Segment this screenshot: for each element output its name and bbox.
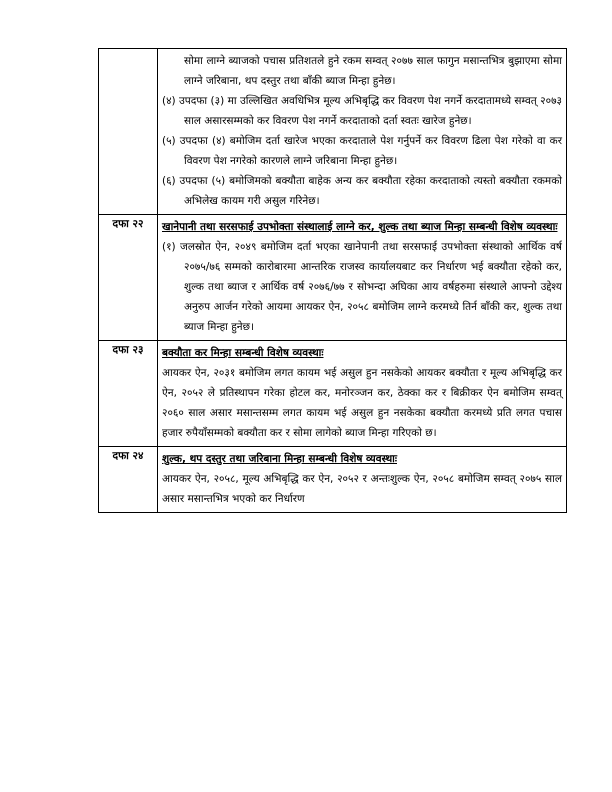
table-row [99,49,567,215]
law-table [98,48,567,513]
paragraph: (४) उपदफा (३) मा उल्लिखित अवधिभित्र मूल्य अभिबृद्धि कर विवरण पेश नगर्ने करदातामध्ये सम्वत् २०७३ साल असारसम्मको कर विवरण पेश नगर्ने करदाताको दर्ता स्वतः खारेज हुनेछ। [162,95,562,127]
section-label: दफा २४ [99,447,158,513]
paragraph: (५) उपदफा (४) बमोजिम दर्ता खारेज भएका करदाताले पेश गर्नुपर्ने कर विवरण ढिला पेश गरेको वा कर विवरण पेश नगरेको कारणले लाग्ने जरिबाना मिन्हा हुनेछ। [162,135,562,167]
table-row [99,447,567,513]
paragraph: आयकर ऐन, २०३१ बमोजिम लगत कायम भई असुल हुन नसकेको आयकर बक्यौता र मूल्य अभिबृद्धि कर ऐन, २०५२ ले प्रतिस्थापन गरेका होटल कर, मनोरञ्जन कर, ठेक्का कर र बिक्रीकर ऐन बमोजिम सम्वत् २०६० साल असार मसान्तसम्म लगत कायम भई असुल हुन नसकेका बक्यौता करमध्ये प्रति लगत पचास हजार रुपैयाँसम्मको बक्यौता कर र सोमा लागेको ब्याज मिन्हा गरिएको छ। [162,367,562,439]
section-label: दफा २३ [99,341,158,447]
section-body [158,447,567,513]
section-heading: खानेपानी तथा सरसफाई उपभोक्ता संस्थालाई लाग्ने कर, शुल्क तथा ब्याज मिन्हा सम्बन्धी विशेष व्यवस्थाः [162,221,558,233]
section-body [158,341,567,447]
section-body [158,215,567,341]
section-label [99,49,158,215]
table-row [99,215,567,341]
paragraph: (६) उपदफा (५) बमोजिमको बक्यौता बाहेक अन्य कर बक्यौता रहेका करदाताको त्यस्तो बक्यौता रकमको अभिलेख कायम गरी असुल गरिनेछ। [162,175,562,207]
section-label: दफा २२ [99,215,158,341]
section-body [158,49,567,215]
section-heading: शुल्क, थप दस्तुर तथा जरिबाना मिन्हा सम्बन्धी विशेष व्यवस्थाः [162,453,397,465]
paragraph: आयकर ऐन, २०५८, मूल्य अभिबृद्धि कर ऐन, २०५२ र अन्तःशुल्क ऐन, २०५८ बमोजिम सम्वत् २०७५ साल असार मसान्तभित्र भएको कर निर्धारण [162,473,562,505]
table-row [99,341,567,447]
document-page [98,48,562,513]
paragraph: सोमा लाग्ने ब्याजको पचास प्रतिशतले हुने रकम सम्वत् २०७७ साल फागुन मसान्तभित्र बुझाएमा सोमा लाग्ने जरिबाना, थप दस्तुर तथा बाँकी ब्याज मिन्हा हुनेछ। [184,55,562,87]
section-heading: बक्यौता कर मिन्हा सम्बन्धी विशेष व्यवस्थाः [162,347,324,359]
paragraph: (१) जलस्रोत ऐन, २०४९ बमोजिम दर्ता भएका खानेपानी तथा सरसफाई उपभोक्ता संस्थाको आर्थिक वर्ष २०७५/७६ सम्मको कारोबारमा आन्तरिक राजस्व कार्यालयबाट कर निर्धारण भई बक्यौता रहेको कर, शुल्क तथा ब्याज र आर्थिक वर्ष २०७६/७७ र सोभन्दा अघिका आय वर्षहरुमा संस्थाले आफ्नो उद्देश्य अनुरुप आर्जन गरेको आयमा आयकर ऐन, २०५८ बमोजिम लाग्ने करमध्ये तिर्न बाँकी कर, शुल्क तथा ब्याज मिन्हा हुनेछ। [162,241,562,333]
